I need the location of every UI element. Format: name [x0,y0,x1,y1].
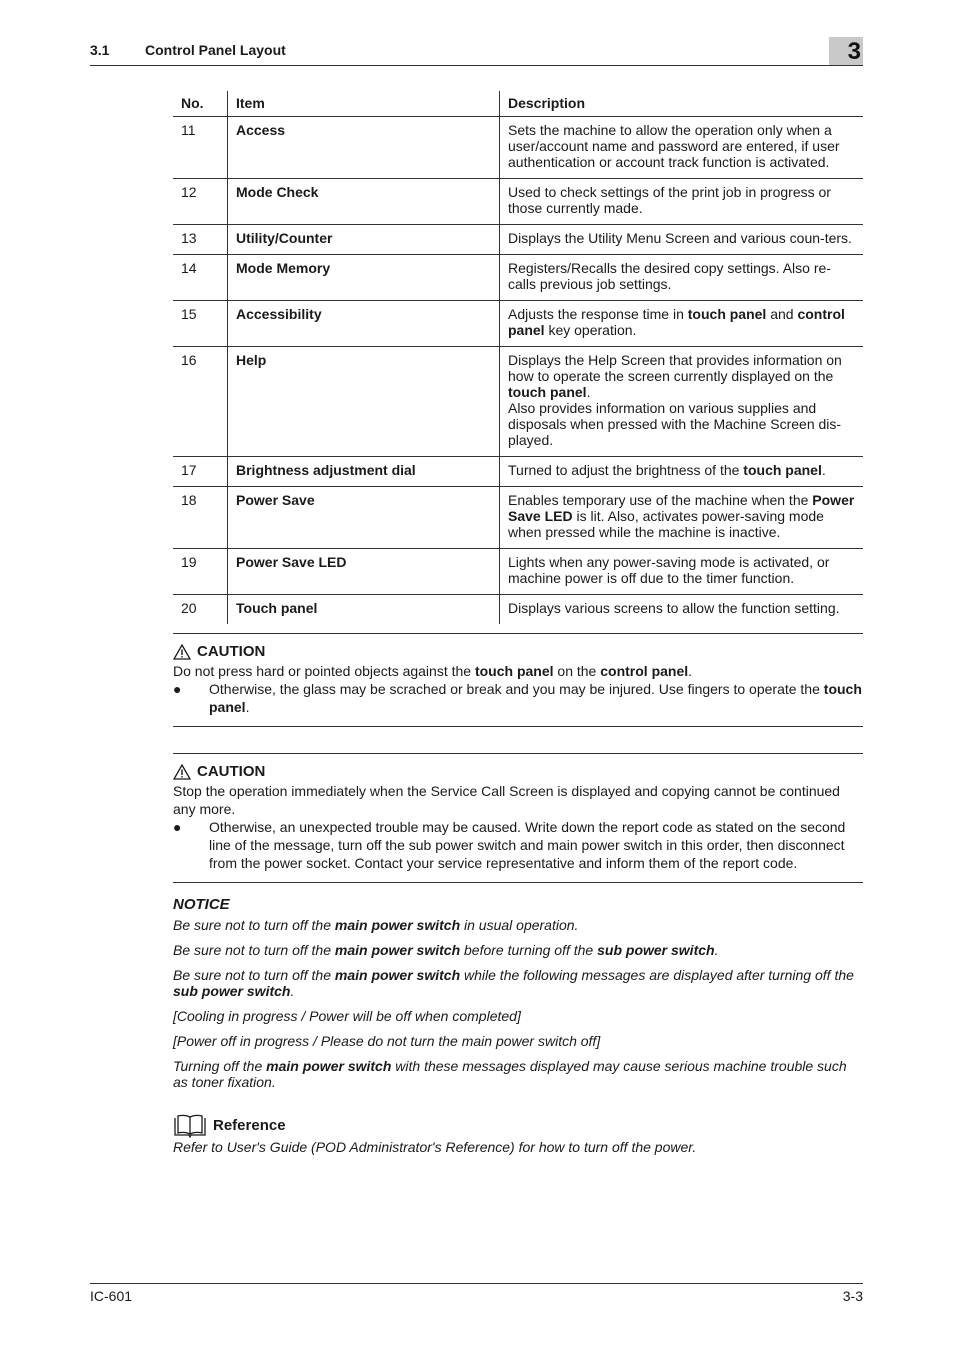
bold-term: touch panel [474,663,554,679]
row-item: Access [228,117,500,179]
bold-term: touch panel [209,681,862,715]
row-number: 16 [173,347,228,457]
column-header-description: Description [500,91,864,117]
caution-bullet-text: Otherwise, an unexpected trouble may be caused. Write down the report code as stated on the second line of the message, turn off the sub power switch and main power switch in this order, then disconnect from the power socket. Contact your service representative and inform them of the report code. [209,819,846,871]
reference-heading [173,1113,863,1139]
notice-paragraph: [Cooling in progress / Power will be off when completed] [173,1008,521,1024]
notice-section [173,897,863,1099]
row-item: Touch panel [228,595,500,625]
row-description: Displays various screens to allow the function setting. [508,600,840,616]
page-footer [90,1283,863,1306]
warning-triangle-icon [173,764,191,780]
notice-paragraph: Be sure not to turn off the main power switch in usual operation. [173,917,579,933]
warning-triangle-icon [173,644,191,660]
page-number: 3-3 [842,1288,863,1304]
bold-term: Power Save LED [508,492,855,524]
bold-term: main power switch [266,1058,392,1074]
reference-body: Refer to User's Guide (POD Administrator's Reference) for how to turn off the power. [173,1139,697,1155]
bold-term: sub power switch [173,983,291,999]
row-number: 17 [173,457,228,487]
row-description: Registers/Recalls the desired copy settings. Also re-calls previous job settings. [500,255,864,301]
table-row [173,457,863,487]
column-header-no: No. [173,91,228,117]
caution-bullet-text: Otherwise, the glass may be scrached or break and you may be injured. Use fingers to operate the touch panel. [209,681,862,715]
row-description: Adjusts the response time in touch panel and control panel key operation. [500,301,864,347]
caution-heading [173,762,863,782]
row-description: Displays the Utility Menu Screen and various coun-ters. [500,225,864,255]
table-row [173,595,863,625]
row-number: 13 [173,225,228,255]
table-row [173,179,863,225]
bold-term: touch panel [687,306,767,322]
notice-title: NOTICE [173,896,230,913]
table-header-row [173,91,863,117]
row-item: Utility/Counter [228,225,500,255]
row-description: Lights when any power-saving mode is activated, or machine power is off due to the timer function. [500,549,864,595]
section-title: Control Panel Layout [145,42,286,58]
table-row [173,347,863,457]
row-item: Brightness adjustment dial [228,457,500,487]
section-number: 3.1 [90,42,110,58]
reference-title: Reference [213,1117,286,1134]
bold-term: touch panel [743,462,822,478]
row-number: 19 [173,549,228,595]
row-description: Used to check settings of the print job in progress or those currently made. [500,179,864,225]
caution-label: CAUTION [197,763,266,780]
bold-term: control panel [508,306,845,338]
row-description: Turned to adjust the brightness of the touch panel. [500,457,864,487]
manual-id: IC-601 [90,1288,133,1304]
book-icon [173,1114,207,1138]
bold-term: control panel [600,663,689,679]
bold-term: main power switch [334,942,461,958]
row-item: Mode Memory [228,255,500,301]
page-header [90,40,863,66]
caution-box-service-call [173,753,863,883]
row-item: Accessibility [228,301,500,347]
table-row [173,255,863,301]
notice-paragraph: Turning off the main power switch with these messages displayed may cause serious machine trouble such as toner fixation. [173,1058,847,1090]
table-row [173,225,863,255]
table-row [173,117,863,179]
row-number: 15 [173,301,228,347]
row-number: 18 [173,487,228,549]
caution-bullet [173,680,863,716]
notice-paragraphs [173,917,863,1090]
row-number: 11 [173,117,228,179]
caution-label: CAUTION [197,643,266,660]
row-item: Mode Check [228,179,500,225]
bullet-dot: ● [173,681,182,697]
row-description: Sets the machine to allow the operation only when a user/account name and password are entered, if user authentication or account track function is activated. [500,117,864,179]
bold-term: sub power switch [597,942,715,958]
table-row [173,301,863,347]
notice-paragraph: Be sure not to turn off the main power switch while the following messages are displayed after turning off the sub power switch. [173,967,854,999]
notice-paragraph: [Power off in progress / Please do not turn the main power switch off] [173,1033,601,1049]
row-description: Enables temporary use of the machine when the Power Save LED is lit. Also, activates power-saving mode when pressed while the machine is inactive. [500,487,864,549]
notice-paragraph: Be sure not to turn off the main power switch before turning off the sub power switch. [173,942,719,958]
row-description: Displays the Help Screen that provides information on how to operate the screen currently displayed on the touch panel. Also provides information on various supplies and disposals when pressed with the Machine Screen dis-played. [500,347,864,457]
table-row [173,487,863,549]
caution-heading [173,642,863,662]
row-number: 12 [173,179,228,225]
bold-term: touch panel [508,384,587,400]
caution-bullet [173,818,863,872]
bullet-dot: ● [173,819,182,835]
caution-box-touch-panel [173,633,863,727]
row-item: Power Save [228,487,500,549]
chapter-tab: 3 [829,37,863,65]
caution-text: Do not press hard or pointed objects against the touch panel on the control panel. [173,663,693,679]
column-header-item: Item [228,91,500,117]
bold-term: main power switch [334,917,461,933]
row-item: Power Save LED [228,549,500,595]
reference-section [173,1113,863,1155]
table-row [173,549,863,595]
row-number: 20 [173,595,228,625]
row-number: 14 [173,255,228,301]
control-panel-table [173,91,863,624]
caution-text: Stop the operation immediately when the Service Call Screen is displayed and copying cannot be continued any more. [173,783,840,817]
row-item: Help [228,347,500,457]
bold-term: main power switch [334,967,461,983]
